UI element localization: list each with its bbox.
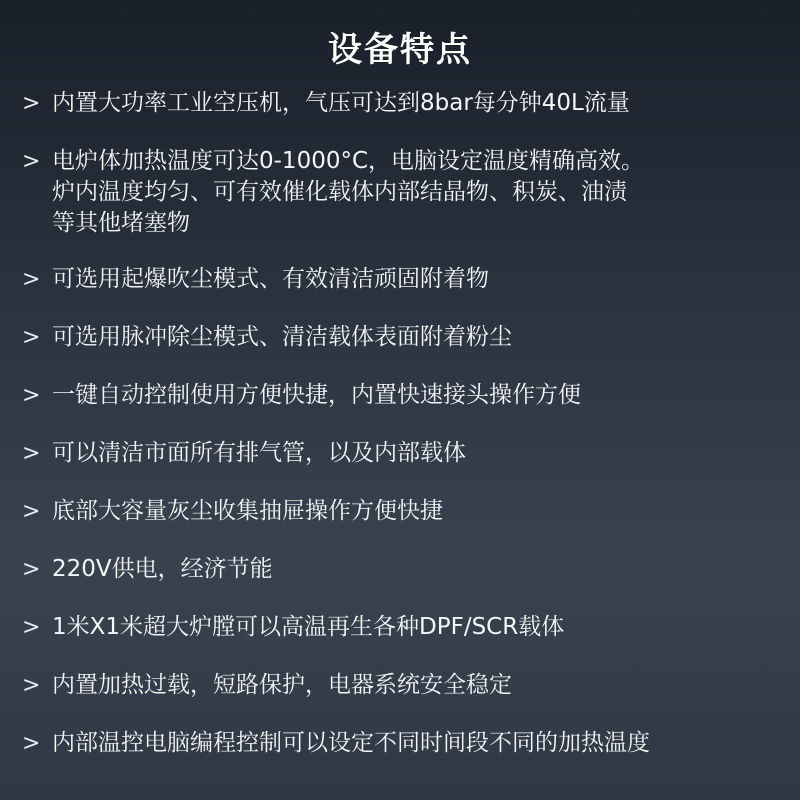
bullet-arrow-icon: > <box>22 441 41 466</box>
feature-item <box>22 146 782 239</box>
feature-text: 可以清洁市面所有排气管，以及内部载体 <box>52 440 466 466</box>
feature-item <box>22 438 782 469</box>
feature-text: 内置大功率工业空压机，气压可达到8bar每分钟40L流量 <box>52 90 630 116</box>
bullet-arrow-icon: > <box>22 325 41 350</box>
feature-text: 可选用脉冲除尘模式、清洁载体表面附着粉尘 <box>52 324 512 350</box>
feature-item <box>22 728 782 759</box>
feature-item <box>22 554 782 585</box>
bullet-arrow-icon: > <box>22 267 41 292</box>
bullet-arrow-icon: > <box>22 149 41 174</box>
bullet-arrow-icon: > <box>22 557 41 582</box>
feature-text: 电炉体加热温度可达0-1000°C，电脑设定温度精确高效。 炉内温度均匀、可有效催化载体内部结晶物、积炭、油渍 等其他堵塞物 <box>52 148 645 236</box>
feature-text: 220V供电，经济节能 <box>52 556 273 582</box>
bullet-arrow-icon: > <box>22 673 41 698</box>
feature-item <box>22 380 782 411</box>
bullet-arrow-icon: > <box>22 383 41 408</box>
feature-item <box>22 496 782 527</box>
feature-text: 底部大容量灰尘收集抽屉操作方便快捷 <box>52 498 443 524</box>
feature-item <box>22 322 782 353</box>
feature-item <box>22 612 782 643</box>
feature-item <box>22 88 782 119</box>
page-title: 设备特点 <box>328 30 472 70</box>
bullet-arrow-icon: > <box>22 615 41 640</box>
feature-text: 一键自动控制使用方便快捷，内置快速接头操作方便 <box>52 382 581 408</box>
feature-item <box>22 670 782 701</box>
bullet-arrow-icon: > <box>22 731 41 756</box>
feature-list <box>22 88 782 786</box>
feature-text: 可选用起爆吹尘模式、有效清洁顽固附着物 <box>52 266 489 292</box>
bullet-arrow-icon: > <box>22 91 41 116</box>
feature-text: 内置加热过载，短路保护，电器系统安全稳定 <box>52 672 512 698</box>
feature-text: 内部温控电脑编程控制可以设定不同时间段不同的加热温度 <box>52 730 650 756</box>
feature-item <box>22 264 782 295</box>
feature-text: 1米X1米超大炉膛可以高温再生各种DPF/SCR载体 <box>52 614 565 640</box>
bullet-arrow-icon: > <box>22 499 41 524</box>
